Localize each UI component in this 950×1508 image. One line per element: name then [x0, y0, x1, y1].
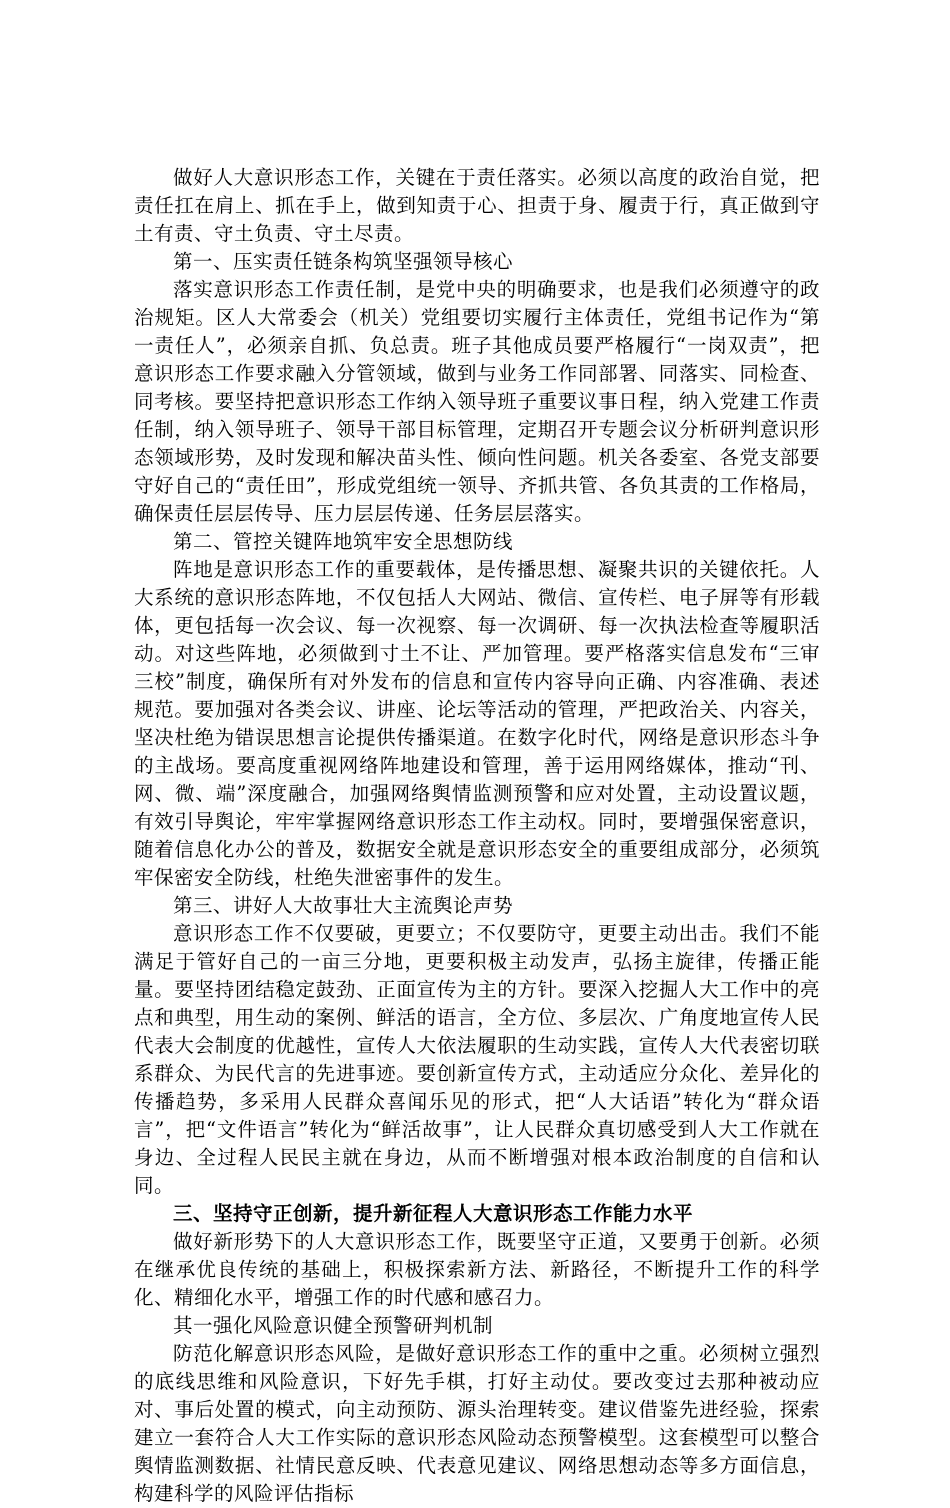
subsection-heading: 其一强化风险意识健全预警研判机制 — [173, 1314, 494, 1337]
subsection-heading: 第一、压实责任链条构筑坚强领导核心 — [173, 250, 514, 273]
subsection-heading: 第二、管控关键阵地筑牢安全思想防线 — [173, 530, 514, 553]
paragraph: 落实意识形态工作责任制，是党中央的明确要求，也是我们必须遵守的政治规矩。区人大常委会（机关）党组要切实履行主体责任，党组书记作为“第一责任人”，必须亲自抓、负总责。班子其他成员要严格履行“一岗双责”，把意识形态工作要求融入分管领域，做到与业务工作同部署、同落实、同检查、同考核。要坚持把意识形态工作纳入领导班子重要议事日程，纳入党建工作责任制，纳入领导班子、领导干部目标管理，定期召开专题会议分析研判意识形态领域形势，及时发现和解决苗头性、倾向性问题。机关各委室、各党支部要守好自己的“责任田”，形成党组统一领导、齐抓共管、各负其责的工作格局，确保责任层层传导、压力层层传递、任务层层落实。 — [134, 278, 820, 525]
paragraph: 阵地是意识形态工作的重要载体，是传播思想、凝聚共识的关键依托。人大系统的意识形态阵地，不仅包括人大网站、微信、宣传栏、电子屏等有形载体，更包括每一次会议、每一次视察、每一次调研、每一次执法检查等履职活动。对这些阵地，必须做到寸土不让、严加管理。要严格落实信息发布“三审三校”制度，确保所有对外发布的信息和宣传内容导向正确、内容准确、表述规范。要加强对各类会议、讲座、论坛等活动的管理，严把政治关、内容关，坚决杜绝为错误思想言论提供传播渠道。在数字化时代，网络是意识形态斗争的主战场。要高度重视网络阵地建设和管理，善于运用网络媒体，推动“刊、网、微、端”深度融合，加强网络舆情监测预警和应对处置，主动设置议题，有效引导舆论，牢牢掌握网络意识形态工作主动权。同时，要增强保密意识，随着信息化办公的普及，数据安全就是意识形态安全的重要组成部分，必须筑牢保密安全防线，杜绝失泄密事件的发生。 — [134, 558, 820, 889]
subsection-heading: 第三、讲好人大故事壮大主流舆论声势 — [173, 894, 514, 917]
paragraph: 意识形态工作不仅要破，更要立；不仅要防守，更要主动出击。我们不能满足于管好自己的一亩三分地，更要积极主动发声，弘扬主旋律，传播正能量。要坚持团结稳定鼓劲、正面宣传为主的方针。要深入挖掘人大工作中的亮点和典型，用生动的案例、鲜活的语言，全方位、多层次、广角度地宣传人民代表大会制度的优越性，宣传人大依法履职的生动实践，宣传人大代表密切联系群众、为民代言的先进事迹。要创新宣传方式，主动适应分众化、差异化的传播趋势，多采用人民群众喜闻乐见的形式，把“人大话语”转化为“群众语言”，把“文件语言”转化为“鲜活故事”，让人民群众真切感受到人大工作就在身边、全过程人民民主就在身边，从而不断增强对根本政治制度的自信和认同。 — [134, 922, 820, 1197]
paragraph: 做好人大意识形态工作，关键在于责任落实。必须以高度的政治自觉，把责任扛在肩上、抓在手上，做到知责于心、担责于身、履责于行，真正做到守土有责、守土负责、守土尽责。 — [134, 166, 820, 245]
paragraph: 防范化解意识形态风险，是做好意识形态工作的重中之重。必须树立强烈的底线思维和风险意识，下好先手棋，打好主动仗。要改变过去那种被动应对、事后处置的模式，向主动预防、源头治理转变。建议借鉴先进经验，探索建立一套符合人大工作实际的意识形态风险动态预警模型。这套模型可以整合舆情监测数据、社情民意反映、代表意见建议、网络思想动态等多方面信息，构建科学的风险评估指标 — [134, 1342, 820, 1505]
paragraph: 做好新形势下的人大意识形态工作，既要坚守正道，又要勇于创新。必须在继承优良传统的基础上，积极探索新方法、新路径，不断提升工作的科学化、精细化水平，增强工作的时代感和感召力。 — [134, 1230, 820, 1309]
section-heading: 三、坚持守正创新，提升新征程人大意识形态工作能力水平 — [173, 1202, 694, 1225]
document-page — [134, 164, 820, 1508]
